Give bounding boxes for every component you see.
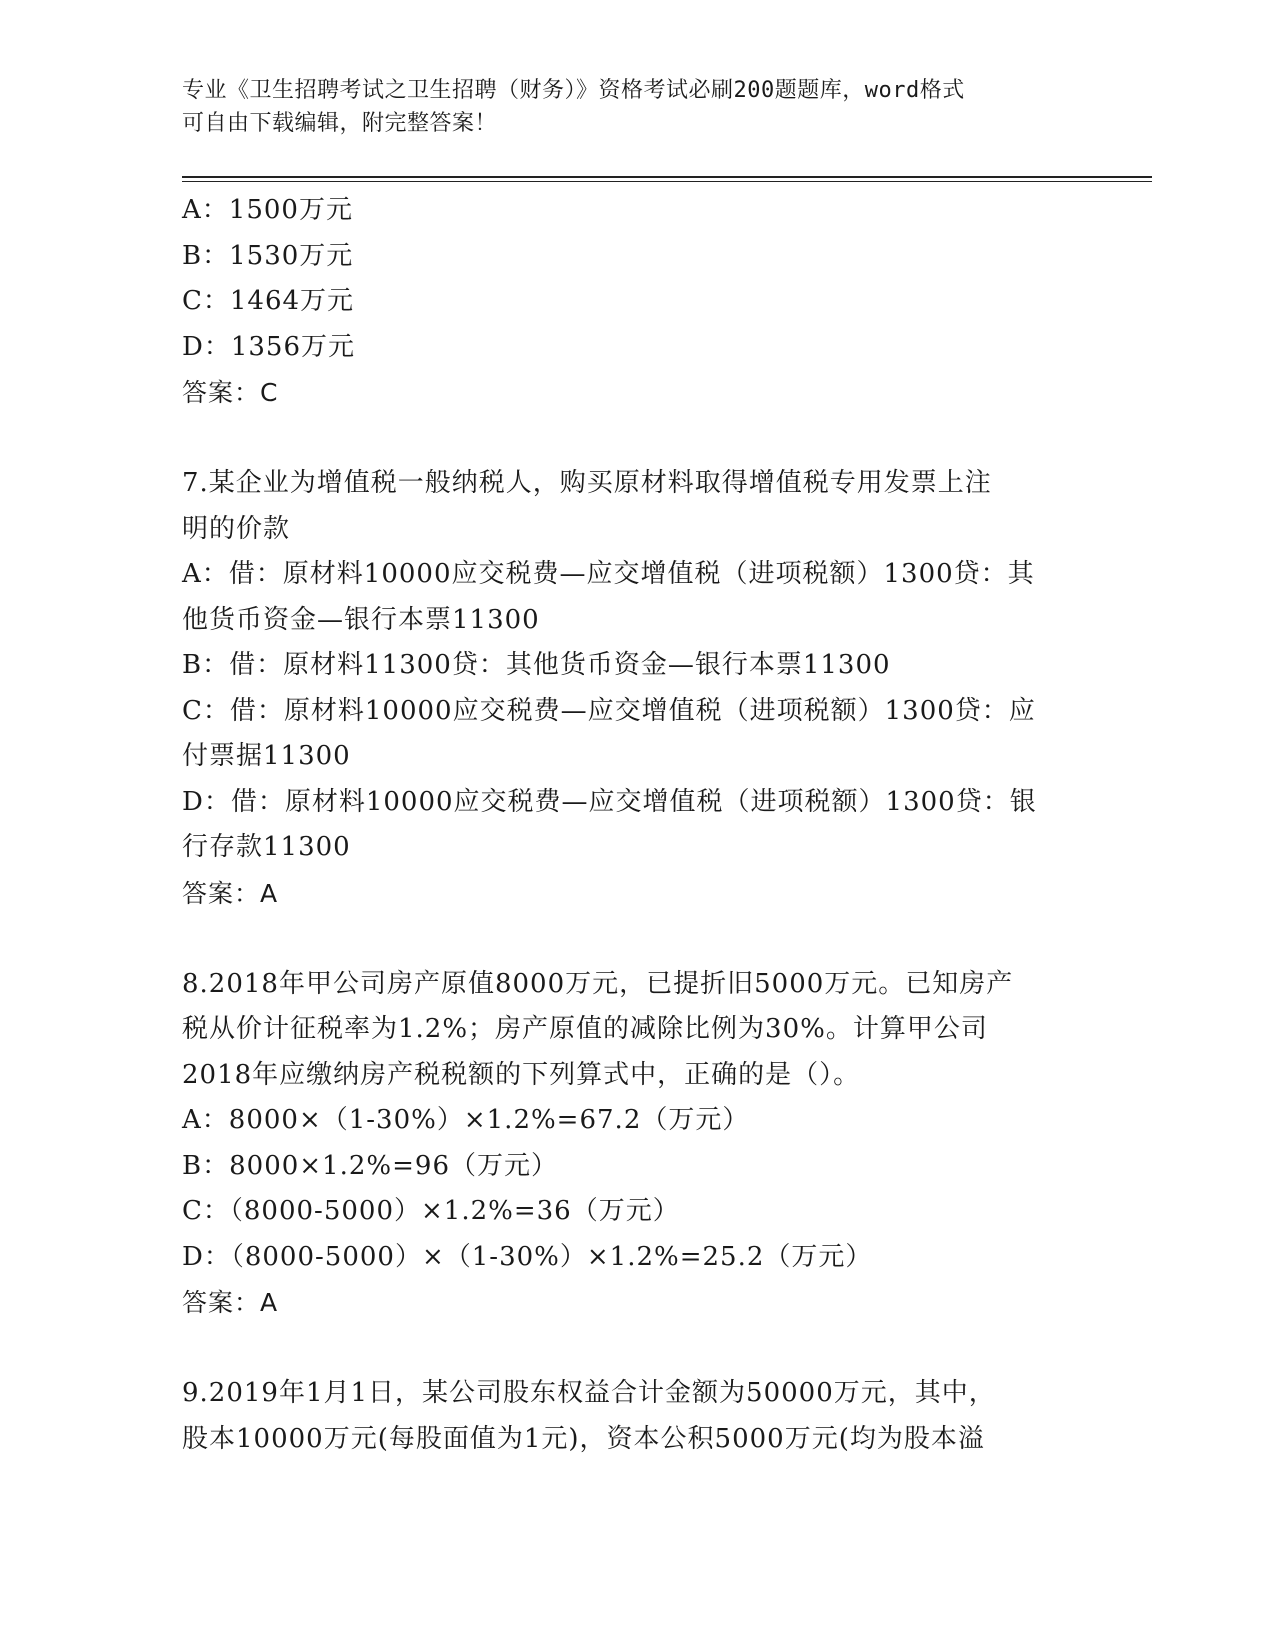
- question-stem: 税从价计征税率为1.2%；房产原值的减除比例为30%。计算甲公司: [182, 1014, 988, 1044]
- option-d: 行存款11300: [182, 832, 351, 862]
- option-a: A：1500万元: [182, 195, 353, 225]
- question-stem: 8.2018年甲公司房产原值8000万元，已提折旧5000万元。已知房产: [182, 968, 1014, 999]
- question-8: [182, 962, 1082, 1326]
- document-body: [182, 188, 1082, 1462]
- spacer: [182, 416, 1082, 462]
- question-stem: 9.2019年1月1日，某公司股东权益合计金额为50000万元，其中，: [182, 1378, 996, 1408]
- option-c: 付票据11300: [182, 741, 351, 771]
- header-divider-thin: [182, 181, 1152, 182]
- option-c: C：（8000-5000）×1.2%=36（万元）: [182, 1196, 680, 1226]
- spacer: [182, 1326, 1082, 1372]
- header-line-2: 可自由下载编辑，附完整答案！: [182, 111, 498, 136]
- option-b: B：1530万元: [182, 240, 354, 271]
- question-stem: 2018年应缴纳房产税税额的下列算式中，正确的是（）。: [182, 1059, 861, 1090]
- question-stem: 股本10000万元(每股面值为1元)，资本公积5000万元(均为股本溢: [182, 1423, 985, 1454]
- answer: 答案：C: [182, 378, 279, 407]
- answer: 答案：A: [182, 1288, 279, 1317]
- question-6: [182, 188, 1082, 416]
- spacer: [182, 916, 1082, 962]
- option-a: A：借：原材料10000应交税费—应交增值税（进项税额）1300贷：其: [182, 559, 1035, 589]
- option-d: D：（8000-5000）×（1-30%）×1.2%=25.2（万元）: [182, 1241, 873, 1272]
- question-stem: 明的价款: [182, 513, 291, 544]
- question-7: [182, 461, 1082, 916]
- option-b: B：借：原材料11300贷：其他货币资金—银行本票11300: [182, 650, 891, 680]
- option-d: D：1356万元: [182, 331, 356, 362]
- option-a: A：8000×（1-30%）×1.2%=67.2（万元）: [182, 1105, 750, 1135]
- document-header: [182, 74, 1062, 140]
- header-line-1: 专业《卫生招聘考试之卫生招聘（财务）》资格考试必刷200题题库，word格式: [182, 78, 965, 103]
- option-c: C：借：原材料10000应交税费—应交增值税（进项税额）1300贷：应: [182, 695, 1036, 726]
- question-9: [182, 1371, 1082, 1462]
- option-b: B：8000×1.2%=96（万元）: [182, 1150, 558, 1181]
- option-a: 他货币资金—银行本票11300: [182, 604, 540, 635]
- option-d: D：借：原材料10000应交税费—应交增值税（进项税额）1300贷：银: [182, 786, 1037, 817]
- option-c: C：1464万元: [182, 286, 355, 316]
- question-stem: 7.某企业为增值税一般纳税人，购买原材料取得增值税专用发票上注: [182, 468, 992, 498]
- answer: 答案：A: [182, 878, 279, 908]
- header-divider-thick: [182, 176, 1152, 178]
